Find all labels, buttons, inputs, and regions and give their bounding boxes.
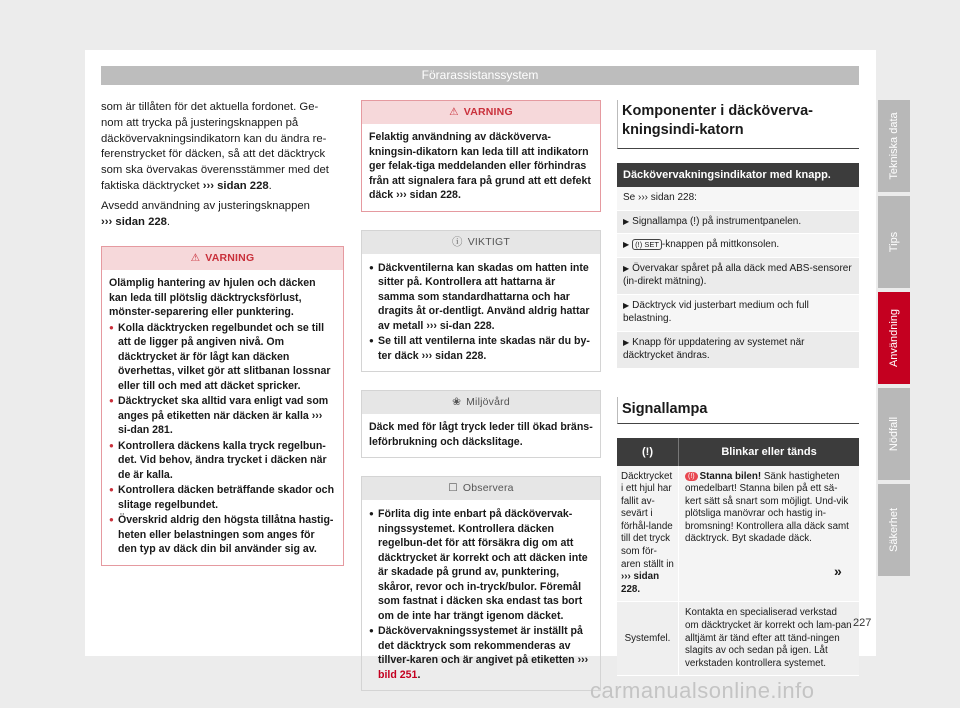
- table-row: [617, 602, 859, 676]
- red-tire-icon: (!): [685, 472, 698, 481]
- tab-nodfall[interactable]: Nödfall: [878, 388, 910, 480]
- warning-item: ● Kontrollera däcken beträffande skador och slitage regelbundet.: [109, 483, 336, 512]
- column-middle: [361, 100, 601, 708]
- warning-intro: Olämplig hantering av hjulen och däcken kan leda till plötslig däcktrycksförlust, mönster-separering eller punktering.: [109, 277, 316, 319]
- figure-ref-link[interactable]: bild 251: [378, 668, 418, 681]
- warning-body: [102, 270, 343, 565]
- tab-tekniska-data[interactable]: Tekniska data: [878, 100, 910, 192]
- column-right: [617, 100, 859, 676]
- table-row: ▶ Övervakar spåret på alla däck med ABS-sensorer (in-direkt mätning).: [617, 258, 859, 295]
- page-ref-link[interactable]: ››› sidan 228.: [621, 571, 660, 595]
- set-key-icon: (!) SET: [632, 239, 662, 250]
- table-row: ▶ Däcktryck vid justerbart medium och full belastning.: [617, 295, 859, 332]
- note-icon: ☐: [448, 482, 458, 494]
- warning-header: ⚠ VARNING: [362, 101, 600, 124]
- important-item: ● Se till att ventilerna inte skadas när du by-ter däck ››› sidan 228.: [369, 334, 593, 363]
- tab-anvandning[interactable]: Användning: [878, 292, 910, 384]
- signal-condition: Systemfel.: [617, 602, 679, 675]
- page-ref-link[interactable]: ››› sidan 228: [202, 179, 269, 192]
- warning-triangle-icon: ⚠: [190, 252, 201, 265]
- tab-tips[interactable]: Tips: [878, 196, 910, 288]
- important-box: [361, 230, 601, 373]
- leaf-icon: ❀: [452, 396, 462, 408]
- important-item: ● Däckventilerna kan skadas om hatten inte sitter på. Kontrollera att hattarna är samma som standardhattarna och har dragits åt or-dentligt. Använd aldrig hattar av metall ››› si-dan 228.: [369, 261, 593, 334]
- warning-item: ● Däcktrycket ska alltid vara enligt vad som anges på etiketten när däcken är kalla ››› si-dan 281.: [109, 394, 336, 438]
- table-row: ▶ Knapp för uppdatering av systemet när däcktrycket ändras.: [617, 332, 859, 369]
- table-row: ▶ Signallampa (!) på instrumentpanelen.: [617, 211, 859, 235]
- page-ref-link[interactable]: ››› sidan 228: [421, 349, 484, 362]
- signal-condition: Däcktrycket i ett hjul har fallit av-sevärt i förhål-lande till det tryck som för-aren ställt in ››› sidan 228.: [617, 466, 679, 602]
- note-item: ● Däckövervakningssystemet är inställt på det däcktryck som rekommenderas av tillver-karen och är angivet på etiketten ››› bild 251.: [369, 624, 593, 682]
- warning-box: [361, 100, 601, 212]
- components-heading: Komponenter i däckövervakningsindi-katorn: [617, 100, 859, 149]
- note-body: [362, 500, 600, 690]
- table-row: Se ››› sidan 228:: [617, 187, 859, 211]
- signal-action: (!) Stanna bilen! Sänk hastigheten omedelbart! Stanna bilen på ett sä-kert sätt så snart som möjligt. Und-vik plötsliga manövrar och hastig in-bromsning! Kontrollera alla däck samt däcktryck. Byt skadade däck.: [685, 470, 849, 545]
- important-body: [362, 254, 600, 372]
- signal-column-title: Blinkar eller tänds: [721, 445, 817, 458]
- components-table-header: Däckövervakningsindikator med knapp.: [617, 163, 859, 187]
- note-item: ● Förlita dig inte enbart på däckövervak-ningssystemet. Kontrollera däcken regelbun-det för att försäkra dig om att däcktrycket är korrekt och att däcken inte är skadade på grund av, punktering, skåror, revor och in-tryck/bulor. Föremål som fastnat i däcken ska endast tas bort om de inte har trängt igenom däcket.: [369, 507, 593, 623]
- triangle-right-icon: ▶: [623, 263, 630, 273]
- warning-item: ● Kolla däcktrycken regelbundet och se till att de ligger på angiven nivå. Om däcktrycket är för lågt kan däcken överhettas, vilket gör att slitbanan lossnar eller till och med att däcket spricker.: [109, 321, 336, 394]
- note-header: ☐ Observera: [362, 477, 600, 500]
- warning-triangle-icon: ⚠: [449, 106, 459, 118]
- warning-body: Felaktig användning av däckövervakningsin-dikatorn kan leda till att indikatorn ger felak-tiga meddelanden eller förhindras från att signalera fara på grund att ett defekt däck ››› sidan 228.: [369, 131, 591, 201]
- environment-body: Däck med för lågt tryck leder till ökad bräns-leförbrukning och däckslitage.: [369, 421, 593, 448]
- signal-action: Kontakta en specialiserad verkstad om däcktrycket är korrekt och lam-pan alltjämt är tänd efter att tänd-ningen slagits av och sedan på igen. Låt verkstaden kontrollera systemet.: [685, 607, 852, 669]
- important-header: ⓘ VIKTIGT: [362, 231, 600, 254]
- signal-table-header: [617, 438, 859, 466]
- tab-sakerhet[interactable]: Säkerhet: [878, 484, 910, 576]
- note-box: [361, 476, 601, 691]
- page-ref-link[interactable]: ››› sidan 228: [396, 189, 458, 201]
- triangle-right-icon: ▶: [623, 300, 630, 310]
- triangle-right-icon: ▶: [623, 216, 630, 226]
- column-left: [101, 100, 344, 584]
- page-number: 227: [853, 617, 872, 629]
- page-ref-link[interactable]: ››› si-dan 228: [426, 319, 492, 332]
- page-ref-link[interactable]: ››› sidan 228: [101, 215, 167, 228]
- chapter-tabs: [878, 100, 910, 580]
- triangle-right-icon: ▶: [623, 240, 630, 249]
- warning-item: ● Överskrid aldrig den högsta tillåtna hastig-heten eller belastningen som anges för den typ av däck din bil använder sig av.: [109, 513, 336, 557]
- usage-paragraph: Avsedd användning av justeringsknappen ››› sidan 228.: [101, 199, 310, 228]
- warning-header: ⚠ VARNING: [102, 247, 343, 270]
- info-circle-icon: ⓘ: [452, 235, 463, 248]
- page-header: Förarassistanssystem: [101, 66, 859, 85]
- warning-box: [101, 246, 344, 566]
- table-row: [617, 466, 859, 603]
- warning-item: ● Kontrollera däckens kalla tryck regelbun-det. Vid behov, ändra trycket i däcken när de är kalla.: [109, 439, 336, 483]
- environment-header: ❀ Miljövård: [362, 391, 600, 414]
- page-ref-link[interactable]: ››› si-dan 281: [118, 409, 323, 437]
- triangle-right-icon: ▶: [623, 337, 630, 347]
- intro-paragraph: som är tillåten för det aktuella fordonet. Ge- nom att trycka på justeringsknappen på däckövervakningsindikatorn kan du ändra re- ferenstrycket för däcken, så att det däcktryck som ska övervakas överensstämmer med det faktiska däcktrycket ››› sidan 228.: [101, 101, 329, 192]
- tire-warning-icon: (!): [617, 438, 679, 466]
- watermark: carmanualsonline.info: [590, 678, 815, 703]
- signal-lamp-heading: Signallampa: [617, 397, 859, 424]
- table-row: ▶ (!) SET -knappen på mittkonsolen.: [617, 234, 859, 258]
- continue-arrow: »: [834, 563, 842, 579]
- environment-box: [361, 390, 601, 458]
